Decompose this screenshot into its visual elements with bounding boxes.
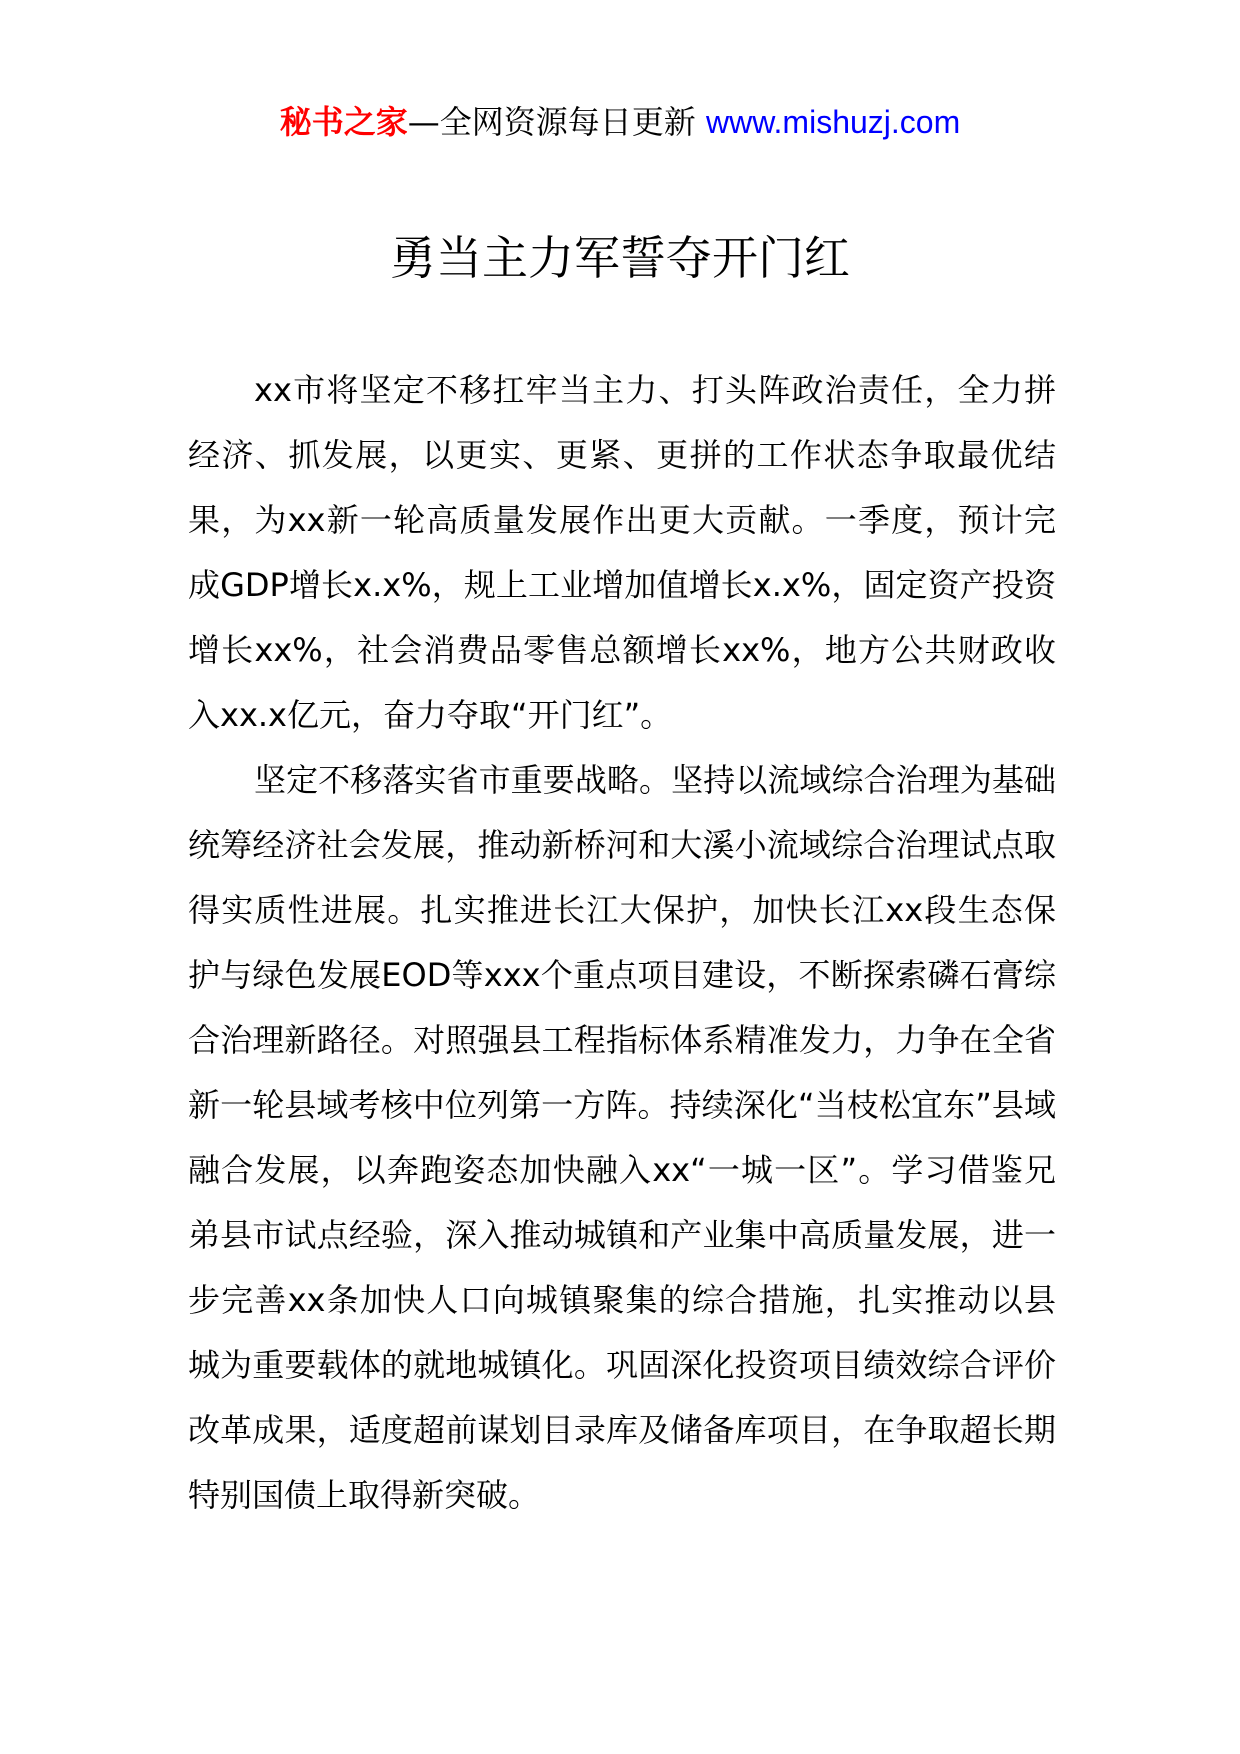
document-title: 勇当主力军誓夺开门红 [390,231,850,285]
site-header [0,100,1240,144]
brand-name: 秘书之家 [279,103,408,141]
document-body [188,358,1056,1528]
header-tagline: —全网资源每日更新 [407,103,706,141]
paragraph-2: 坚定不移落实省市重要战略。坚持以流域综合治理为基础统筹经济社会发展，推动新桥河和大溪小流域综合治理试点取得实质性进展。扎实推进长江大保护，加快长江xx段生态保护与绿色发展EOD等xxx个重点项目建设，不断探索磷石膏综合治理新路径。对照强县工程指标体系精准发力，力争在全省新一轮县域考核中位列第一方阵。持续深化“当枝松宜东”县域融合发展，以奔跑姿态加快融入xx“一城一区”。学习借鉴兄弟县市试点经验，深入推动城镇和产业集中高质量发展，进一步完善xx条加快人口向城镇聚集的综合措施，扎实推动以县城为重要载体的就地城镇化。巩固深化投资项目绩效综合评价改革成果，适度超前谋划目录库及储备库项目，在争取超长期特别国债上取得新突破。 [188,761,1056,1514]
site-url-link[interactable]: www.mishuzj.com [705,104,961,140]
paragraph-1: xx市将坚定不移扛牢当主力、打头阵政治责任，全力拼经济、抓发展，以更实、更紧、更拼的工作状态争取最优结果，为xx新一轮高质量发展作出更大贡献。一季度，预计完成GDP增长x.x%，规上工业增加值增长x.x%，固定资产投资增长xx%，社会消费品零售总额增长xx%，地方公共财政收入xx.x亿元，奋力夺取“开门红”。 [188,371,1056,734]
